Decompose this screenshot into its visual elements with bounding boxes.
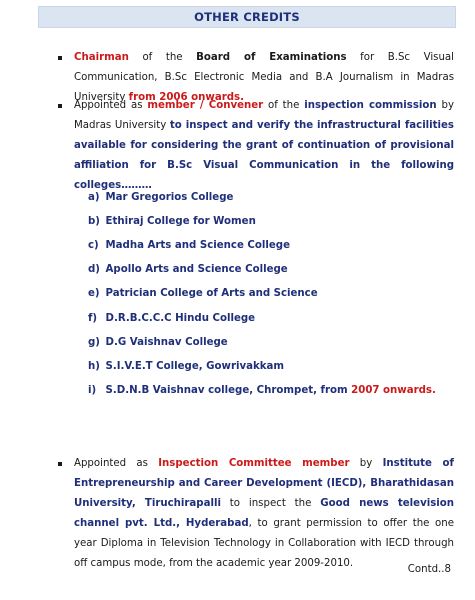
college-name: Patrician College of Arts and Science [105, 288, 318, 299]
continued-marker: Contd..8 [407, 564, 451, 575]
item-label: g) [88, 337, 100, 348]
role-inspection-member: Inspection Committee member [158, 458, 350, 469]
item-label: c) [88, 240, 99, 251]
text: of the [128, 52, 197, 63]
college-item [88, 360, 284, 374]
text: to inspect the [220, 498, 321, 509]
college-item [88, 287, 318, 301]
text: Appointed as [74, 100, 148, 111]
item-label: e) [88, 288, 100, 299]
item-label: d) [88, 264, 100, 275]
bullet-icon [58, 56, 62, 60]
college-name: Madha Arts and Science College [105, 240, 290, 251]
college-name: S.D.N.B Vaishnav college, Chrompet, from [105, 385, 352, 396]
college-name: Apollo Arts and Science College [105, 264, 288, 275]
item-label: b) [88, 216, 100, 227]
purpose-text: to inspect and verify the infrastructural facilities available for considering the grant of continuation of provisional affiliation for B.Sc Visual Communication in the following colleges……… [74, 120, 455, 191]
credit-item-inspection [74, 454, 454, 574]
bullet-icon [58, 462, 62, 466]
college-item [88, 263, 288, 277]
college-item [88, 215, 256, 229]
section-title: OTHER CREDITS [194, 10, 300, 24]
item-label: f) [88, 313, 98, 324]
text: of the [263, 100, 305, 111]
item-label: i) [88, 385, 97, 396]
college-item [88, 384, 436, 398]
institute-name: Institute of Entrepreneurship and Career Development (IECD), Bharathidasan University, Tiruchirapalli [74, 458, 454, 509]
bullet-icon [58, 104, 62, 108]
college-name: D.G Vaishnav College [105, 337, 228, 348]
college-item [88, 336, 228, 350]
text: , to grant permission to offer the one year Diploma in Television Technology in Collaboration with IECD through off campus mode, from the academic year 2009-2010. [74, 518, 454, 569]
text: Appointed as [74, 458, 159, 469]
section-header [38, 6, 456, 28]
college-name: S.I.V.E.T College, Gowrivakkam [105, 361, 285, 372]
role-convener: member / Convener [147, 100, 264, 111]
since-date: from 2006 onwards. [128, 92, 244, 103]
college-name: Mar Gregorios College [105, 192, 234, 203]
item-label: h) [88, 361, 100, 372]
college-item [88, 312, 255, 326]
credit-item-convener [74, 96, 454, 196]
text: by [349, 458, 383, 469]
role-chairman: Chairman [74, 52, 129, 63]
since-date: 2007 onwards. [351, 385, 436, 396]
college-item [88, 239, 290, 253]
channel-name: Good news television channel pvt. Ltd., Hyderabad [74, 498, 455, 529]
college-name: Ethiraj College for Women [105, 216, 256, 227]
board-name: Board of Examinations [196, 52, 347, 63]
college-item [88, 191, 233, 205]
commission-name: inspection commission [304, 100, 437, 111]
item-label: a) [88, 192, 100, 203]
college-name: D.R.B.C.C.C Hindu College [105, 313, 256, 324]
text: by Madras University [74, 100, 454, 131]
text: for B.Sc Visual Communication, B.Sc Electronic Media and B.A Journalism in Madras University [74, 52, 454, 103]
